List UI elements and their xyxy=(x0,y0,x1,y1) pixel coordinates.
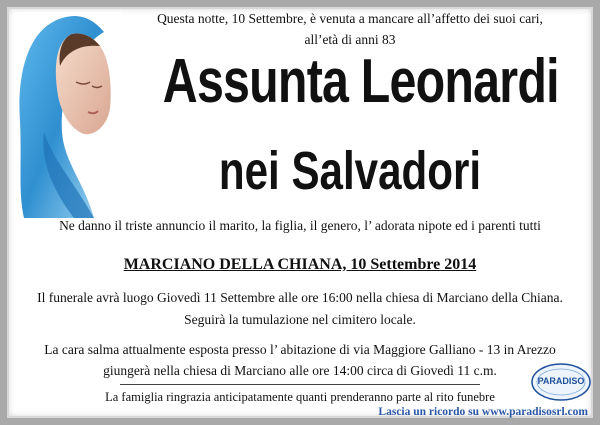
deceased-name: Assunta Leonardi xyxy=(162,47,559,116)
funeral-line-1: Il funerale avrà luogo Giovedì 11 Settembre alle ore 16:00 nella chiesa di Marciano della Chiana. xyxy=(37,290,563,305)
funeral-line-2: Seguirà la tumulazione nel cimitero locale. xyxy=(184,312,416,327)
thanks-line: La famiglia ringrazia anticipatamente quanti prenderanno parte al rito funebre xyxy=(105,390,495,404)
divider-line xyxy=(120,384,480,385)
paradiso-logo-text: PARADISO xyxy=(537,376,585,386)
viewing-line-1: La cara salma attualmente esposta presso l’ abitazione di via Maggiore Galliano - 13 in Arezzo xyxy=(44,342,556,357)
intro-line-2: all’età di anni 83 xyxy=(304,32,396,47)
married-name: nei Salvadori xyxy=(218,141,482,201)
paradiso-website-link[interactable]: Lascia un ricordo su www.paradisosrl.com xyxy=(378,406,588,418)
viewing-line-2: giungerà nella chiesa di Marciano alle ore 14:00 circa di Giovedì 11 c.m. xyxy=(103,363,497,378)
announcement-line: Ne danno il triste annuncio il marito, la figlia, il genero, l’ adorata nipote ed i parenti tutti xyxy=(59,218,541,233)
intro-line-1: Questa notte, 10 Settembre, è venuta a mancare all’affetto dei suoi cari, xyxy=(157,11,543,26)
madonna-image xyxy=(14,12,122,218)
place-date-heading: MARCIANO DELLA CHIANA, 10 Settembre 2014 xyxy=(123,256,477,273)
